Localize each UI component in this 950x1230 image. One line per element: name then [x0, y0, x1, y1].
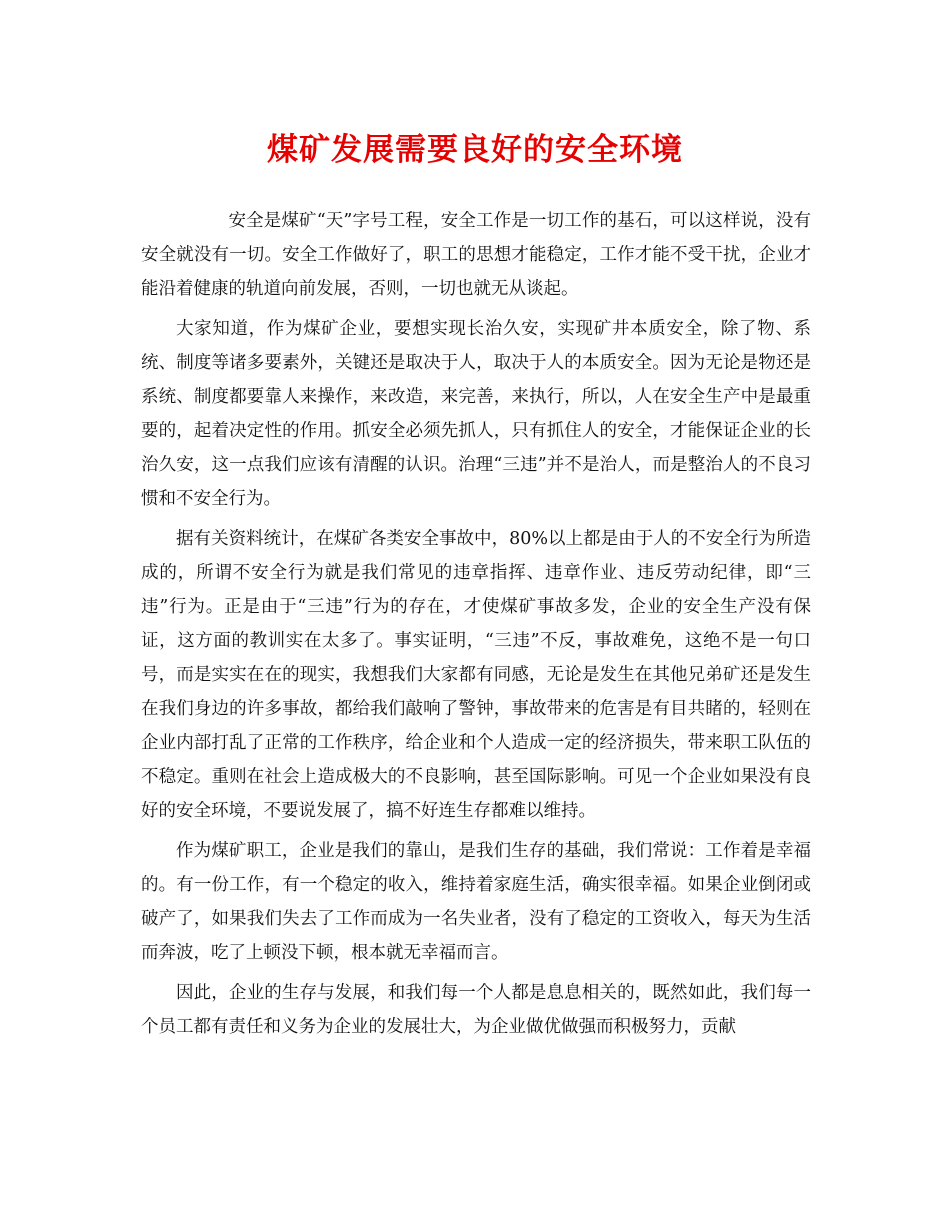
paragraph-2: 大家知道，作为煤矿企业，要想实现长治久安，实现矿井本质安全，除了物、系统、制度等诸多要素外，关键还是取决于人，取决于人的本质安全。因为无论是物还是系统、制度都要靠人来操作，来改造，来完善，来执行，所以，人在安全生产中是最重要的，起着决定性的作用。抓安全必须先抓人，只有抓住人的安全，才能保证企业的长治久安，这一点我们应该有清醒的认识。治理“三违”并不是治人，而是整治人的不良习惯和不安全行为。: [141, 319, 811, 509]
document-title: 煤矿发展需要良好的安全环境: [267, 132, 683, 168]
paragraph-1: 安全是煤矿“天”字号工程，安全工作是一切工作的基石，可以这样说，没有安全就没有一切。安全工作做好了，职工的思想才能稳定，工作才能不受干扰，企业才能沿着健康的轨道向前发展，否则，一切也就无从谈起。: [141, 211, 811, 299]
paragraph-5: 因此，企业的生存与发展，和我们每一个人都是息息相关的，既然如此，我们每一个员工都有责任和义务为企业的发展壮大，为企业做优做强而积极努力，贡献: [141, 983, 811, 1037]
paragraph-4: 作为煤矿职工，企业是我们的靠山，是我们生存的基础，我们常说：工作着是幸福的。有一份工作，有一个稳定的收入，维持着家庭生活，确实很幸福。如果企业倒闭或破产了，如果我们失去了工作而成为一名失业者，没有了稳定的工资收入，每天为生活而奔波，吃了上顿没下顿，根本就无幸福而言。: [141, 841, 811, 963]
paragraph-3: 据有关资料统计，在煤矿各类安全事故中，80%以上都是由于人的不安全行为所造成的，所谓不安全行为就是我们常见的违章指挥、违章作业、违反劳动纪律，即“三违”行为。正是由于“三违”行为的存在，才使煤矿事故多发，企业的安全生产没有保证，这方面的教训实在太多了。事实证明，“三违”不反，事故难免，这绝不是一句口号，而是实实在在的现实，我想我们大家都有同感，无论是发生在其他兄弟矿还是发生在我们身边的许多事故，都给我们敲响了警钟，事故带来的危害是有目共睹的，轻则在企业内部打乱了正常的工作秩序，给企业和个人造成一定的经济损失，带来职工队伍的不稳定。重则在社会上造成极大的不良影响，甚至国际影响。可见一个企业如果没有良好的安全环境，不要说发展了，搞不好连生存都难以维持。: [141, 529, 811, 821]
document-body: [141, 204, 811, 1050]
